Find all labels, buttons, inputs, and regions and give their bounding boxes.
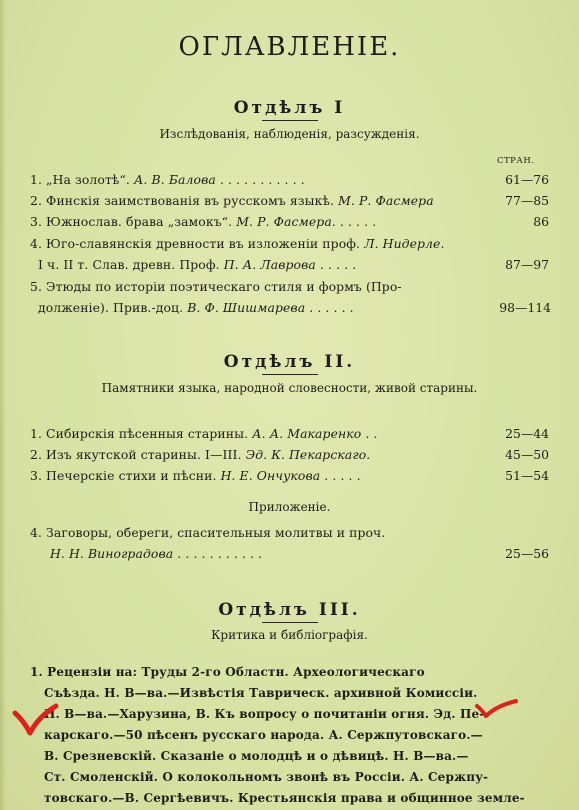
section-1-subtitle: Изслѣдованія, наблюденія, разсужденія. (159, 127, 420, 141)
review-line-6: Ст. Смоленскій. О колокольномъ звонѣ въ Россіи. А. Сержпу- (44, 770, 489, 784)
review-line-2: Съѣзда. Н. В—ва.—Извѣстія Таврическ. архивной Комиссіи. (44, 686, 478, 700)
toc-pages-1-2: 77—85 (505, 193, 549, 208)
toc-pages-1-5: 98—114 (499, 300, 551, 315)
pages-column-label: СТРАН. (497, 156, 535, 166)
toc-entry-1-2: 2. Финскія заимствованія въ русскомъ языкѣ. М. Р. Фасмера (30, 193, 434, 208)
review-line-7: товскаго.—В. Сергѣевичъ. Крестьянскія права и общинное земле- (44, 791, 525, 805)
red-checkmark-icon-right (474, 698, 520, 720)
toc-entry-2-4-line2: Н. Н. Виноградова . . . . . . . . . . . (50, 546, 263, 561)
toc-entry-2-4-line1: 4. Заговоры, обереги, спасительныя молитвы и проч. (30, 525, 386, 540)
section-3-heading: Отдѣлъ III. (218, 600, 361, 620)
toc-entry-2-1: 1. Сибирскія пѣсенныя старины. А. А. Макаренко . . (30, 426, 378, 441)
appendix-label: Приложеніе. (248, 500, 331, 514)
review-line-1: 1. Рецензіи на: Труды 2-го Областн. Археологическаго (30, 665, 425, 679)
section-2-rule (262, 374, 318, 375)
toc-pages-1-1: 61—76 (505, 172, 549, 187)
section-2-heading: Отдѣлъ II. (223, 352, 356, 372)
toc-entry-2-3: 3. Печерскіе стихи и пѣсни. Н. Е. Ончукова . . . . . (30, 468, 361, 483)
red-checkmark-icon-left (12, 703, 60, 739)
review-line-5: В. Срезневскій. Сказаніе о молодцѣ и о дѣвицѣ. Н. В—ва.— (44, 749, 469, 763)
page-title: ОГЛАВЛЕНІЕ. (178, 32, 401, 62)
toc-entry-1-4-line2: І ч. II т. Слав. древн. Проф. П. А. Лаврова . . . . . (38, 257, 357, 272)
toc-pages-1-4: 87—97 (505, 257, 549, 272)
section-1-heading: Отдѣлъ I (233, 98, 346, 118)
toc-pages-2-3: 51—54 (505, 468, 549, 483)
toc-entry-1-3: 3. Южнослав. брава „замокъ“. М. Р. Фасмера. . . . . . (30, 214, 377, 229)
toc-pages-1-3: 86 (533, 214, 549, 229)
review-line-3: Н. В—ва.—Харузина, В. Къ вопросу о почитаніи огня. Эд. Пе- (44, 707, 485, 721)
section-2-subtitle: Памятники языка, народной словесности, живой старины. (101, 381, 478, 395)
toc-entry-1-4-line1: 4. Юго-славянскія древности въ изложеніи проф. Л. Нидерле. (30, 236, 445, 251)
page-edge-shadow (0, 0, 6, 810)
toc-entry-1-1: 1. „На золотѣ“. А. В. Балова . . . . . . . . . . . (30, 172, 305, 187)
toc-pages-2-1: 25—44 (505, 426, 549, 441)
toc-pages-2-4: 25—56 (505, 546, 549, 561)
section-3-subtitle: Критика и библіографія. (211, 628, 368, 642)
toc-entry-2-2: 2. Изъ якутской старины. І—ІІІ. Эд. К. Пекарскаго. (30, 447, 371, 462)
section-3-rule (262, 622, 318, 623)
review-line-4: карскаго.—50 пѣсенъ русскаго народа. А. Сержпутовскаго.— (44, 728, 483, 742)
toc-entry-1-5-line2: долженіе). Прив.-доц. В. Ф. Шишмарева . . . . . . (38, 300, 354, 315)
toc-pages-2-2: 45—50 (505, 447, 549, 462)
toc-entry-1-5-line1: 5. Этюды по исторіи поэтическаго стиля и формъ (Про- (30, 279, 402, 294)
section-1-rule (262, 120, 318, 121)
